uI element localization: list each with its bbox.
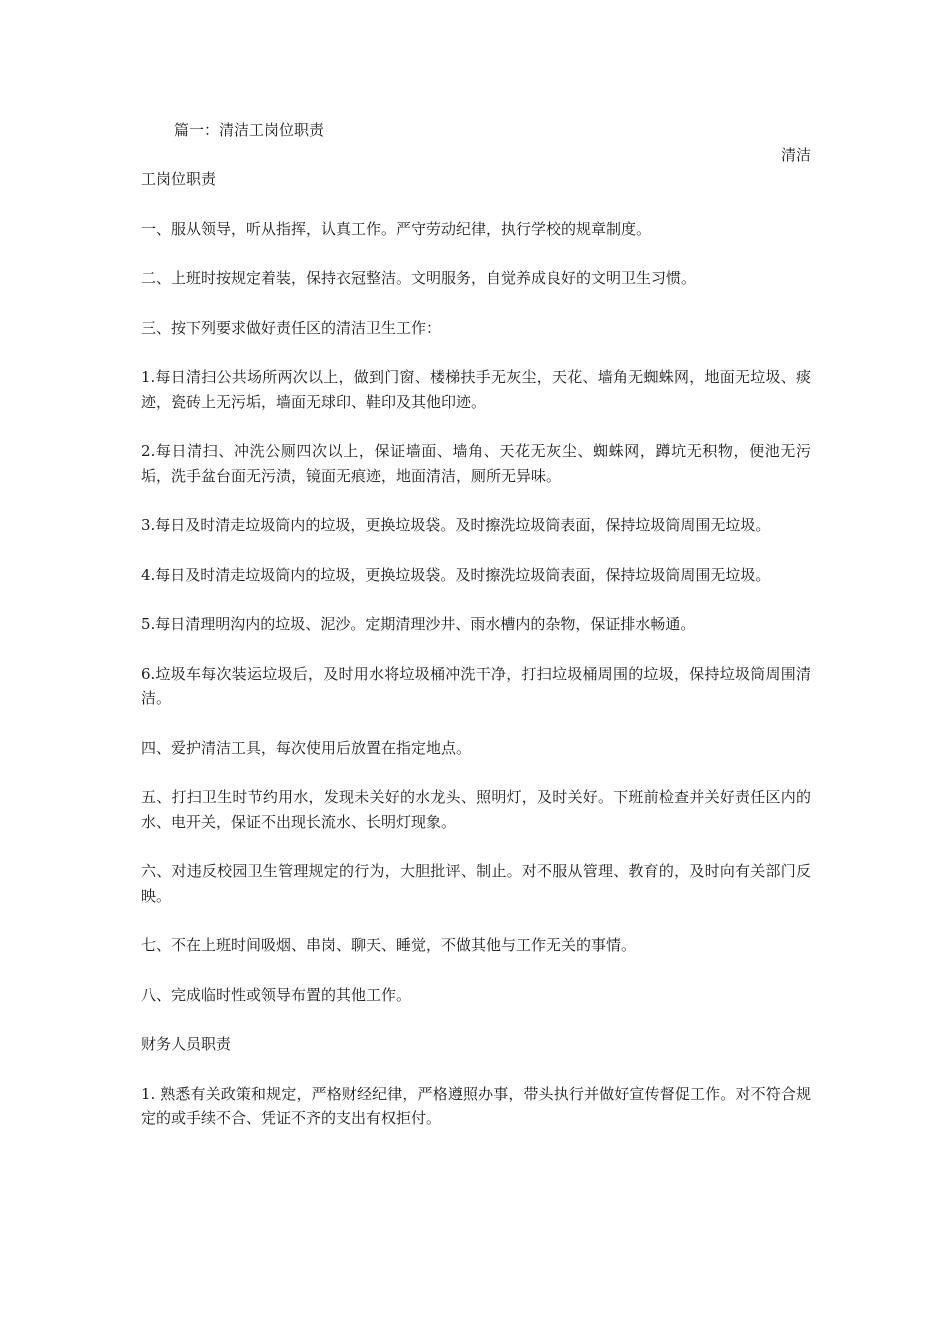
paragraph: 一、服从领导，听从指挥，认真工作。严守劳动纪律，执行学校的规章制度。 (141, 219, 652, 238)
document-page (141, 118, 811, 1156)
paragraph: 二、上班时按规定着装，保持衣冠整洁。文明服务，自觉养成良好的文明卫生习惯。 (141, 269, 697, 287)
paragraph: 六、对违反校园卫生管理规定的行为，大胆批评、制止。对不服从管理、教育的，及时向有关部门反映。 (141, 862, 811, 905)
paragraph: 4.每日及时清走垃圾筒内的垃圾，更换垃圾袋。及时擦洗垃圾筒表面，保持垃圾筒周围无垃圾。 (141, 565, 771, 584)
section-title-finance: 财务人员职责 (141, 1035, 232, 1053)
paragraph: 八、完成临时性或领导布置的其他工作。 (141, 985, 412, 1004)
paragraph: 5.每日清理明沟内的垃圾、泥沙。定期清理沙井、雨水槽内的杂物，保证排水畅通。 (141, 615, 696, 633)
paragraph: 三、按下列要求做好责任区的清洁卫生工作： (141, 318, 442, 337)
paragraph: 1.每日清扫公共场所两次以上，做到门窗、楼梯扶手无灰尘，天花、墙角无蜘蛛网，地面无垃圾、痰迹，瓷砖上无污垢，墙面无球印、鞋印及其他印迹。 (141, 368, 811, 411)
paragraph: 6.垃圾车每次装运垃圾后，及时用水将垃圾桶冲洗干净，打扫垃圾桶周围的垃圾，保持垃圾筒周围清洁。 (141, 664, 811, 707)
paragraph: 七、不在上班时间吸烟、串岗、聊天、睡觉，不做其他与工作无关的事情。 (141, 936, 637, 954)
paragraph: 3.每日及时清走垃圾筒内的垃圾，更换垃圾袋。及时擦洗垃圾筒表面，保持垃圾筒周围无垃圾。 (141, 516, 771, 534)
sub-heading-part2: 工岗位职责 (141, 170, 217, 188)
paragraph: 1. 熟悉有关政策和规定，严格财经纪律，严格遵照办事，带头执行并做好宣传督促工作。对不符合规定的或手续不合、凭证不齐的支出有权拒付。 (141, 1084, 811, 1127)
paragraph: 四、爱护清洁工具，每次使用后放置在指定地点。 (141, 738, 472, 757)
paragraph: 五、打扫卫生时节约用水，发现未关好的水龙头、照明灯，及时关好。下班前检查并关好责任区内的水、电开关，保证不出现长流水、长明灯现象。 (141, 788, 811, 831)
sub-heading-part1: 清洁 (780, 145, 811, 164)
document-heading: 篇一：清洁工岗位职责 (174, 121, 325, 139)
paragraph: 2.每日清扫、冲洗公厕四次以上，保证墙面、墙角、天花无灰尘、蜘蛛网，蹲坑无积物，便池无污垢，洗手盆台面无污渍，镜面无痕迹，地面清洁，厕所无异味。 (141, 442, 811, 485)
